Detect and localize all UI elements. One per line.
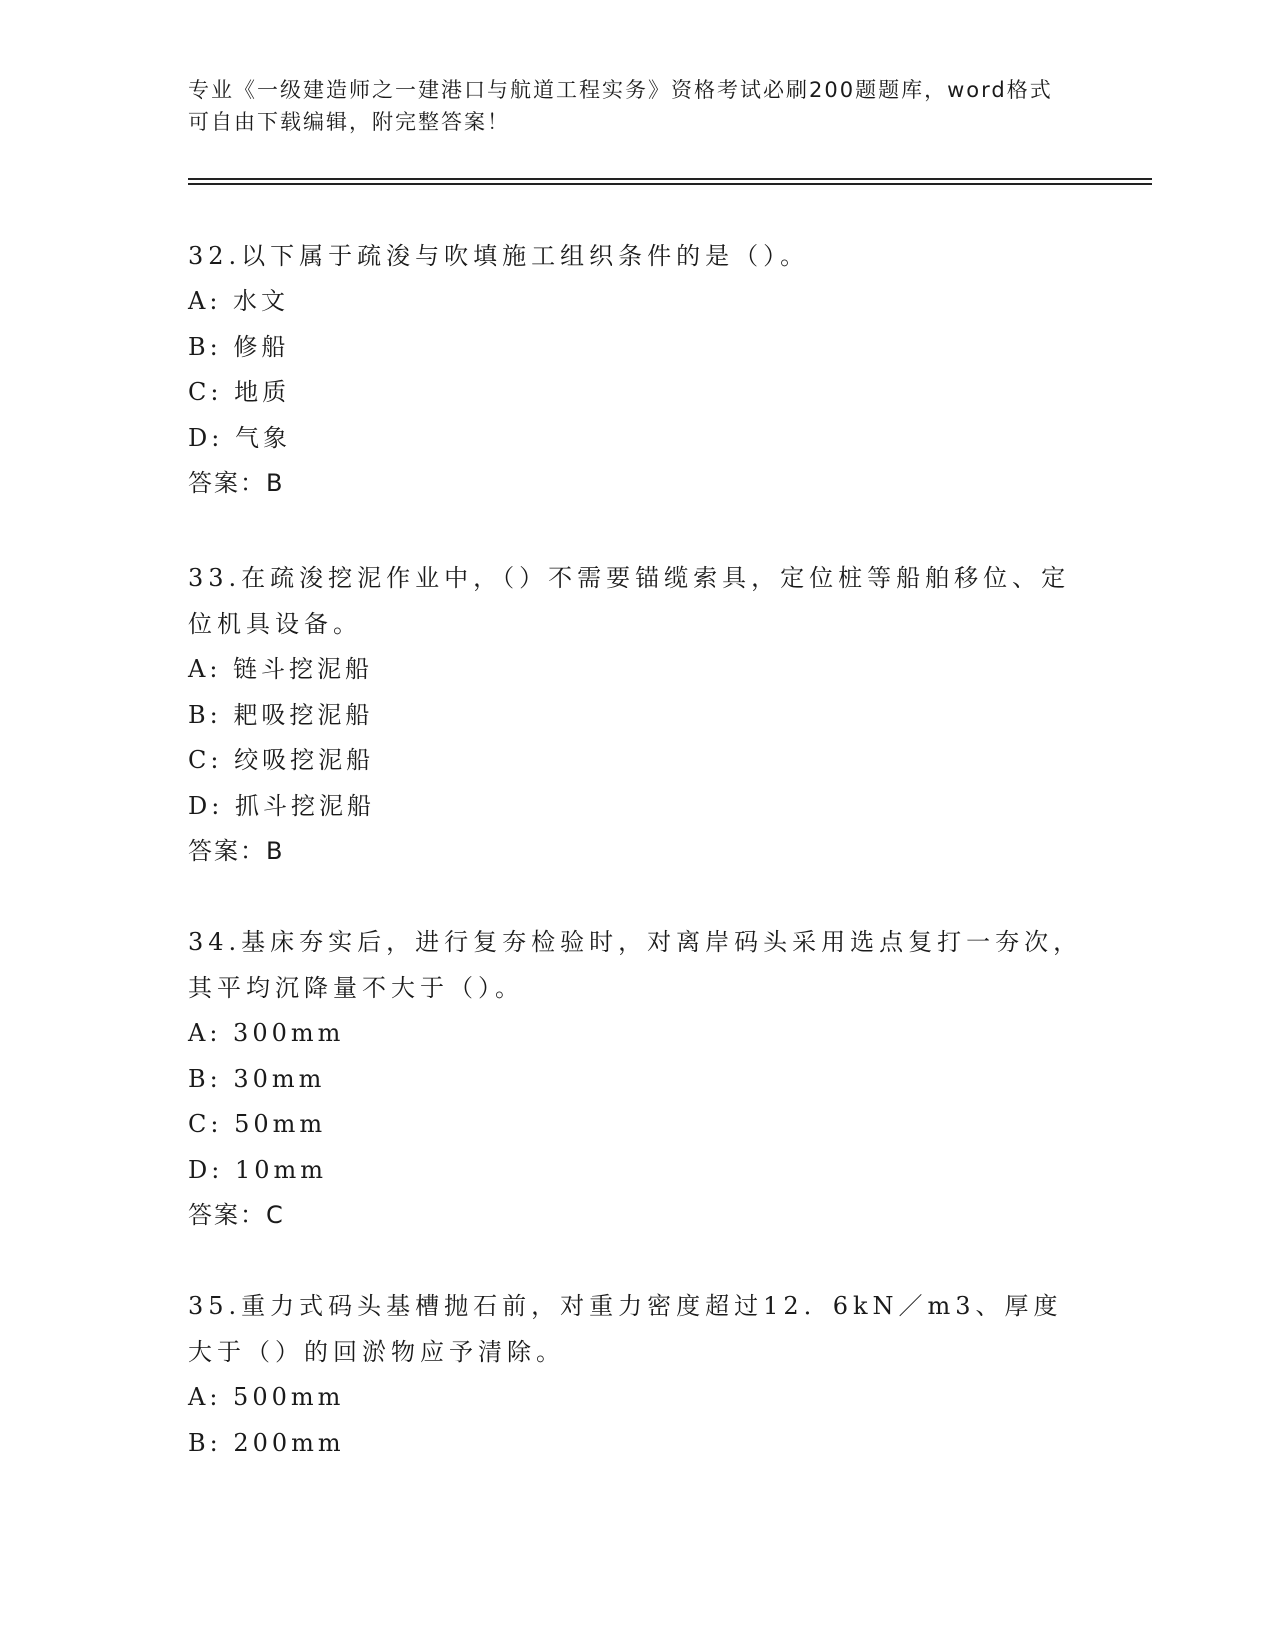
option-c: C: 地质: [188, 378, 291, 406]
option-a: A: 链斗挖泥船: [188, 655, 374, 683]
question-stem: 34.基床夯实后，进行复夯检验时，对离岸码头采用选点复打一夯次，其平均沉降量不大于（）。: [188, 928, 1083, 1002]
answer-text: 答案：B: [188, 837, 285, 865]
option-d: D: 抓斗挖泥船: [188, 791, 375, 820]
option-a: A: 300mm: [188, 1019, 345, 1047]
option-a: A: 500mm: [188, 1383, 345, 1411]
option-c: C: 绞吸挖泥船: [188, 746, 375, 774]
option-a: A: 水文: [188, 287, 290, 315]
header-divider-top: [188, 178, 1152, 180]
header-divider-bottom: [188, 183, 1152, 185]
question-35: [188, 1283, 1088, 1466]
option-d: D: 气象: [188, 423, 291, 452]
answer-text: 答案：C: [188, 1201, 285, 1229]
option-b: B: 修船: [188, 332, 290, 361]
option-c: C: 50mm: [188, 1110, 327, 1138]
question-34: [188, 919, 1088, 1238]
question-stem: 33.在疏浚挖泥作业中，（）不需要锚缆索具，定位桩等船舶移位、定位机具设备。: [188, 564, 1071, 638]
question-stem: 35.重力式码头基槽抛石前，对重力密度超过12．6kN／m3、厚度大于（）的回淤物应予清除。: [188, 1292, 1063, 1366]
option-b: B: 30mm: [188, 1064, 326, 1093]
question-32: [188, 233, 1088, 506]
question-33: [188, 555, 1088, 874]
question-stem: 32.以下属于疏浚与吹填施工组织条件的是（）。: [188, 242, 810, 270]
option-b: B: 耙吸挖泥船: [188, 700, 374, 729]
document-header: 专业《一级建造师之一建港口与航道工程实务》资格考试必刷200题题库，word格式可自由下载编辑，附完整答案！: [188, 78, 1053, 134]
option-d: D: 10mm: [188, 1155, 328, 1184]
answer-text: 答案：B: [188, 469, 285, 497]
option-b: B: 200mm: [188, 1428, 345, 1457]
